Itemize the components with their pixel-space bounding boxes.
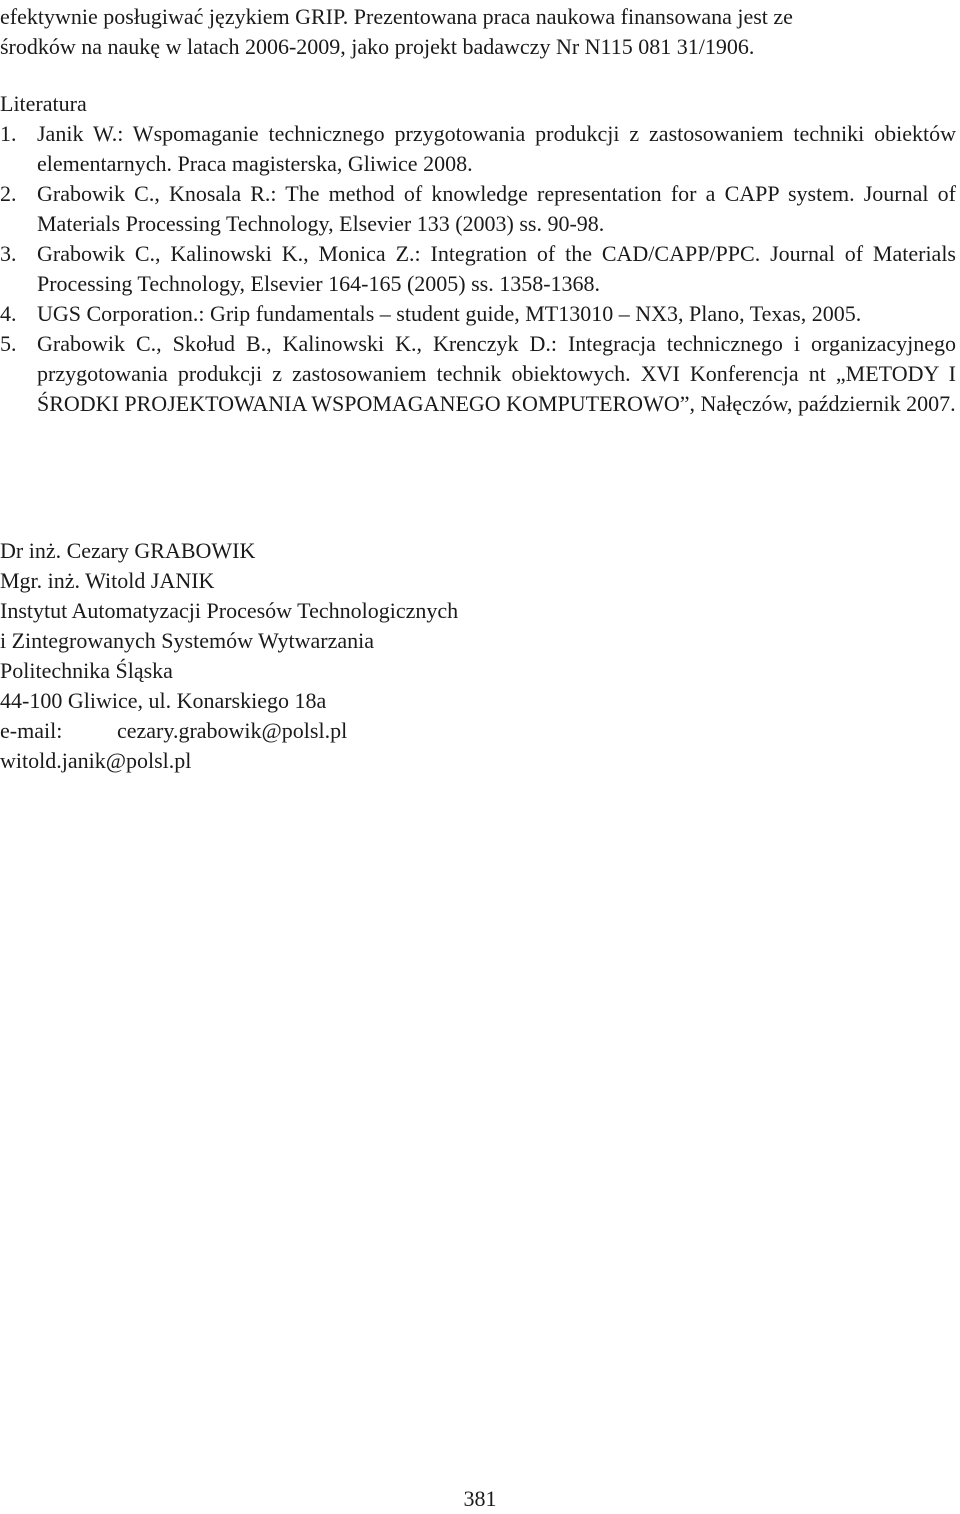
page-number: 381 [463, 1486, 497, 1511]
reference-text: Grabowik C., Knosala R.: The method of knowledge representation for a CAPP system. Journal of Materials Processing Technology, Elsevier 133 (2003) ss. 90-98. [37, 181, 956, 236]
reference-text: Grabowik C., Kalinowski K., Monica Z.: Integration of the CAD/CAPP/PPC. Journal of Materials Processing Technology, Elsevier 164-165 (2005) ss. 1358-1368. [37, 241, 956, 296]
email-link-2[interactable]: witold.janik@polsl.pl [0, 748, 192, 773]
reference-text: UGS Corporation.: Grip fundamentals – student guide, MT13010 – NX3, Plano, Texas, 2005. [37, 301, 862, 326]
intro-line-1: efektywnie posługiwać językiem GRIP. Prezentowana praca naukowa finansowana jest ze [0, 4, 793, 29]
email-label: e-mail: [0, 718, 63, 743]
institute-line: Instytut Automatyzacji Procesów Technologicznych [0, 598, 459, 623]
reference-number: 5. [0, 331, 17, 356]
institute-line-2: i Zintegrowanych Systemów Wytwarzania [0, 628, 374, 653]
reference-item [0, 329, 956, 419]
author-1: Dr inż. Cezary GRABOWIK [0, 538, 256, 563]
author-affiliation-block [0, 536, 800, 776]
reference-number: 4. [0, 301, 17, 326]
reference-number: 2. [0, 181, 17, 206]
email-link-1[interactable]: cezary.grabowik@polsl.pl [117, 718, 348, 743]
reference-item [0, 119, 956, 179]
reference-text: Janik W.: Wspomaganie technicznego przygotowania produkcji z zastosowaniem techniki obiektów elementarnych. Praca magisterska, Gliwice 2008. [37, 121, 956, 176]
email-row [0, 716, 800, 746]
reference-item [0, 179, 956, 239]
intro-paragraph [0, 2, 956, 62]
reference-number: 1. [0, 121, 17, 146]
reference-number: 3. [0, 241, 17, 266]
author-2: Mgr. inż. Witold JANIK [0, 568, 215, 593]
intro-line-2: środków na naukę w latach 2006-2009, jako projekt badawczy Nr N115 081 31/1906. [0, 34, 755, 59]
address: 44-100 Gliwice, ul. Konarskiego 18a [0, 688, 327, 713]
reference-item [0, 239, 956, 299]
email-row-2 [0, 746, 800, 776]
references-heading: Literatura [0, 91, 87, 116]
reference-text: Grabowik C., Skołud B., Kalinowski K., Krenczyk D.: Integracja technicznego i organizacyjnego przygotowania produkcji z zastosowaniem technik obiektowych. XVI Konferencja nt „METODY I ŚRODKI PROJEKTOWANIA WSPOMAGANEGO KOMPUTEROWO”, Nałęczów, październik 2007. [37, 331, 956, 416]
reference-item [0, 299, 956, 329]
references-list [0, 119, 956, 419]
university: Politechnika Śląska [0, 658, 173, 683]
